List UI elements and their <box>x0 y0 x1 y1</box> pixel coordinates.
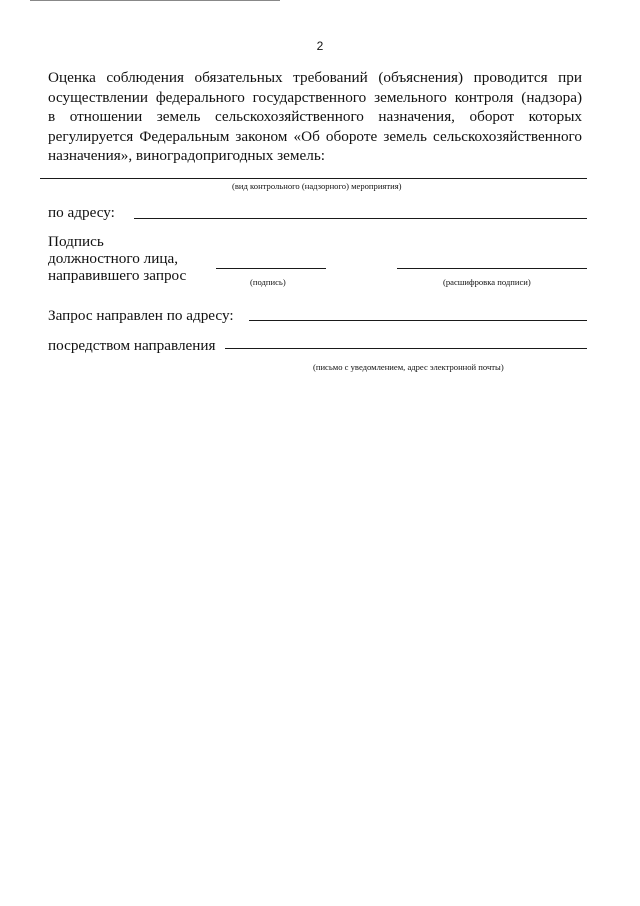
event-type-caption: (вид контрольного (надзорного) мероприятия) <box>232 181 402 191</box>
intro-paragraph <box>48 68 582 166</box>
page-number: 2 <box>316 39 324 53</box>
sent-to-label: Запрос направлен по адресу: <box>48 307 234 324</box>
signature-decode-field[interactable] <box>397 268 587 269</box>
address-field[interactable] <box>134 218 587 219</box>
address-label: по адресу: <box>48 204 115 221</box>
signature-caption: (подпись) <box>250 277 286 287</box>
signature-decode-caption: (расшифровка подписи) <box>443 277 531 287</box>
event-type-field[interactable] <box>40 178 587 179</box>
intro-line: в отношении земель сельскохозяйственного назначения, оборот которых <box>48 108 582 125</box>
method-field[interactable] <box>225 348 587 349</box>
top-edge-line <box>30 0 280 1</box>
intro-line: осуществлении федерального государственного земельного контроля (надзора) <box>48 88 582 106</box>
intro-line: назначения», виноградопригодных земель: <box>48 147 325 164</box>
intro-line: Оценка соблюдения обязательных требований (объяснения) проводится при <box>48 69 582 86</box>
signature-label-line: направившего запрос <box>48 267 187 284</box>
signature-field[interactable] <box>216 268 326 269</box>
intro-line: регулируется Федеральным законом «Об обороте земель сельскохозяйственного <box>48 127 582 145</box>
signature-label-line: Подпись <box>48 233 104 250</box>
method-caption: (письмо с уведомлением, адрес электронной почты) <box>313 362 504 372</box>
sent-to-field[interactable] <box>249 320 587 321</box>
signature-label-line: должностного лица, <box>48 250 179 267</box>
signature-label <box>48 233 186 284</box>
method-label: посредством направления <box>48 337 216 354</box>
